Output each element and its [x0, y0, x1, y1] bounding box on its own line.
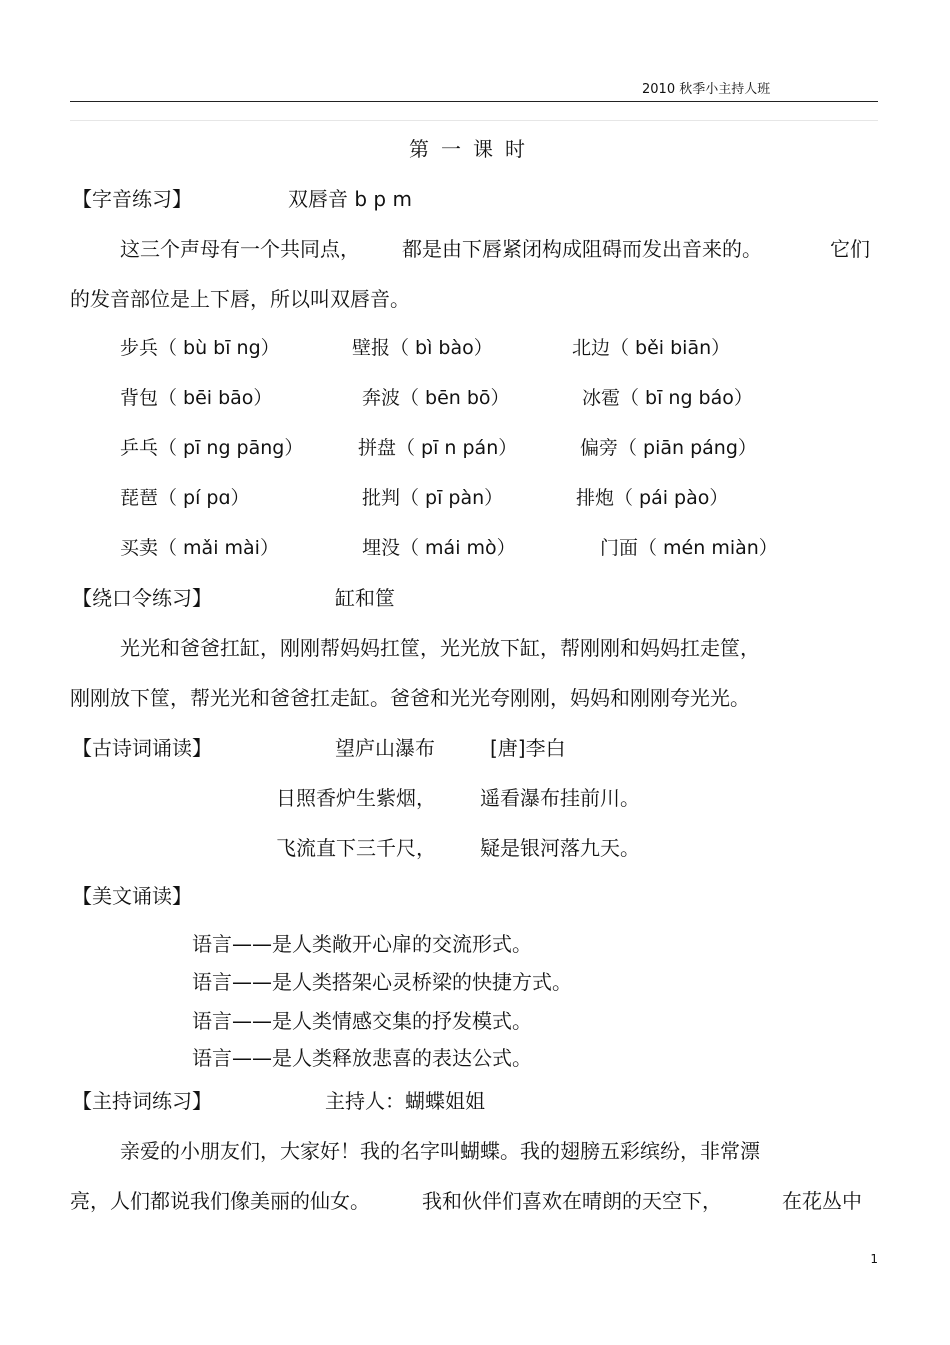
word-pinyin: 步兵（ bù bī ng） [120, 337, 280, 359]
lesson-title: 第一课时 [409, 137, 537, 161]
prose-line: 语言——是人类搭架心灵桥梁的快捷方式。 [192, 970, 572, 994]
paragraph-line: 在花丛中 [782, 1189, 862, 1213]
prose-line: 语言——是人类情感交集的抒发模式。 [192, 1009, 532, 1033]
paragraph-line: 亮，人们都说我们像美丽的仙女。 [70, 1189, 370, 1213]
paragraph-line: 的发音部位是上下唇，所以叫双唇音。 [70, 287, 410, 311]
paragraph-line: 它们 [830, 237, 870, 261]
page-number: 1 [870, 1252, 878, 1266]
section-tag-prose: 【美文诵读】 [72, 884, 192, 908]
prose-line: 语言——是人类释放悲喜的表达公式。 [192, 1046, 532, 1070]
poem-author: [唐]李白 [490, 736, 566, 760]
section-tag-poem: 【古诗词诵读】 [72, 736, 212, 760]
paragraph-line: 刚刚放下筐，帮光光和爸爸扛走缸。爸爸和光光夸刚刚，妈妈和刚刚夸光光。 [70, 686, 750, 710]
paragraph-line: 亲爱的小朋友们，大家好！我的名字叫蝴蝶。我的翅膀五彩缤纷，非常漂 [120, 1139, 760, 1163]
word-pinyin: 买卖（ mǎi mài） [120, 537, 279, 559]
word-pinyin: 乒乓（ pī ng pāng） [120, 437, 304, 459]
word-pinyin: 拼盘（ pī n pán） [358, 437, 518, 459]
header-rule-faint [70, 120, 878, 121]
word-pinyin: 冰雹（ bī ng báo） [582, 387, 753, 409]
prose-line: 语言——是人类敞开心扉的交流形式。 [192, 932, 532, 956]
paragraph-line: 光光和爸爸扛缸，刚刚帮妈妈扛筐，光光放下缸，帮刚刚和妈妈扛走筐， [120, 636, 760, 660]
paragraph-line: 我和伙伴们喜欢在晴朗的天空下， [422, 1189, 722, 1213]
word-pinyin: 偏旁（ piān páng） [580, 437, 757, 459]
section-topic-pronunciation: 双唇音 b p m [288, 187, 412, 211]
word-pinyin: 排炮（ pái pào） [576, 487, 729, 509]
poem-line: 飞流直下三千尺， [276, 836, 436, 860]
section-tag-host: 【主持词练习】 [72, 1089, 212, 1113]
paragraph-line: 都是由下唇紧闭构成阻碍而发出音来的。 [402, 237, 762, 261]
poem-line: 疑是银河落九天。 [480, 836, 640, 860]
word-pinyin: 奔波（ bēn bō） [362, 387, 510, 409]
poem-line: 日照香炉生紫烟， [276, 786, 436, 810]
section-tag-tongue-twister: 【绕口令练习】 [72, 586, 212, 610]
section-tag-pronunciation: 【字音练习】 [72, 187, 192, 211]
poem-title: 望庐山瀑布 [335, 736, 435, 760]
header-rule [70, 101, 878, 102]
word-pinyin: 壁报（ bì bào） [352, 337, 493, 359]
word-pinyin: 北边（ běi biān） [572, 337, 731, 359]
section-topic-host: 主持人：蝴蝶姐姐 [325, 1089, 485, 1113]
word-pinyin: 琵琶（ pí pɑ） [120, 487, 250, 509]
word-pinyin: 背包（ bēi bāo） [120, 387, 273, 409]
word-pinyin: 批判（ pī pàn） [362, 487, 504, 509]
section-topic-tongue-twister: 缸和筐 [335, 586, 395, 610]
word-pinyin: 埋没（ mái mò） [362, 537, 516, 559]
page-header: 2010 秋季小主持人班 [642, 82, 771, 97]
word-pinyin: 门面（ mén miàn） [600, 537, 778, 559]
paragraph-line: 这三个声母有一个共同点， [120, 237, 360, 261]
poem-line: 遥看瀑布挂前川。 [480, 786, 640, 810]
